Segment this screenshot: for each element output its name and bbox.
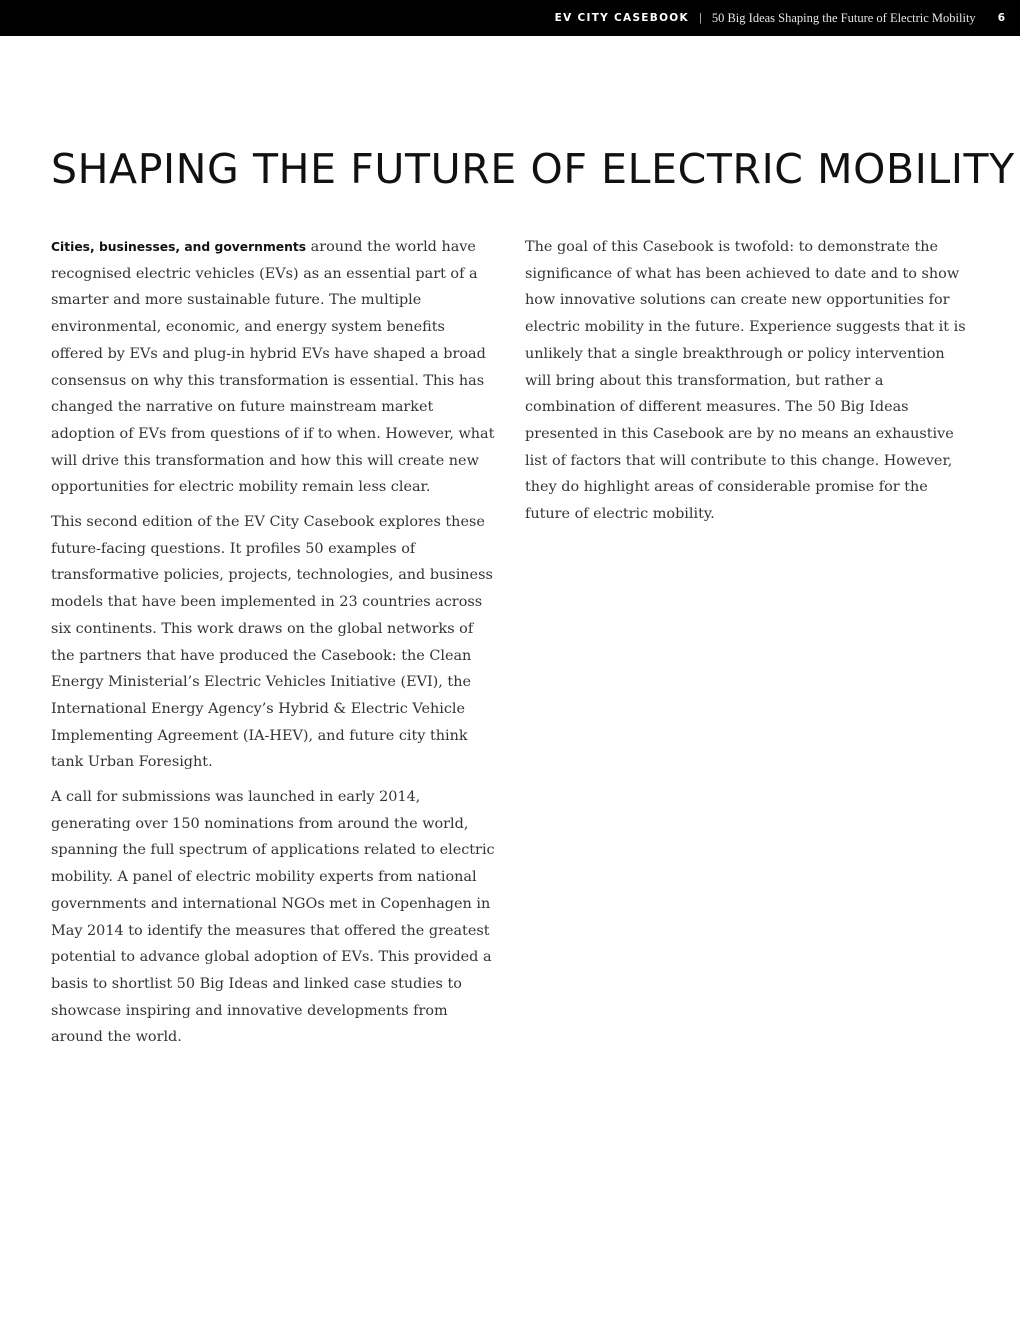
- header-brand: EV CITY CASEBOOK: [554, 12, 689, 24]
- page-number: 6: [997, 12, 1005, 24]
- intro-lead-in: Cities, businesses, and governments: [51, 240, 307, 254]
- second-edition-paragraph: This second edition of the EV City Casebook explores these future-facing questions. It profiles 50 examples of transformative policies, projects, technologies, and business models that have been implemented in 23 countries across six continents. This work draws on the global networks of the partners that have produced the Casebook: the Clean Energy Ministerial’s Electric Vehicles Initiative (EVI), the International Energy Agency’s Hybrid & Electric Vehicle Implementing Agreement (IA-HEV), and future city think tank Urban Foresight.: [51, 514, 493, 771]
- header-subtitle: 50 Big Ideas Shaping the Future of Electric Mobility: [711, 10, 976, 25]
- call-for-submissions-paragraph: A call for submissions was launched in early 2014, generating over 150 nominations from around the world, spanning the full spectrum of applications related to electric mobility. A panel of electric mobility experts from national governments and international NGOs met in Copenhagen in May 2014 to identify the measures that offered the greatest potential to advance global adoption of EVs. This provided a basis to shortlist 50 Big Ideas and linked case studies to showcase inspiring and innovative developments from around the world.: [51, 789, 495, 1046]
- header-content: [555, 0, 1005, 36]
- intro-paragraph: [51, 234, 496, 501]
- right-column: [525, 234, 973, 536]
- header-bar: [0, 0, 1020, 36]
- header-separator: |: [698, 12, 702, 24]
- left-column: [51, 234, 496, 1059]
- page-title: SHAPING THE FUTURE OF ELECTRIC MOBILITY: [51, 145, 1015, 193]
- intro-body: around the world have recognised electric vehicles (EVs) as an essential part of a smarter and more sustainable future. The multiple environmental, economic, and energy system benefits offered by EVs and plug-in hybrid EVs have shaped a broad consensus on why this transformation is essential. This has changed the narrative on future mainstream market adoption of EVs from questions of if to when. However, what will drive this transformation and how this will create new opportunities for electric mobility remain less clear.: [51, 239, 495, 496]
- casebook-goal-paragraph: The goal of this Casebook is twofold: to demonstrate the significance of what has been achieved to date and to show how innovative solutions can create new opportunities for electric mobility in the future. Experience suggests that it is unlikely that a single breakthrough or policy intervention will bring about this transformation, but rather a combination of different measures. The 50 Big Ideas presented in this Casebook are by no means an exhaustive list of factors that will contribute to this change. However, they do highlight areas of considerable promise for the future of electric mobility.: [525, 239, 966, 523]
